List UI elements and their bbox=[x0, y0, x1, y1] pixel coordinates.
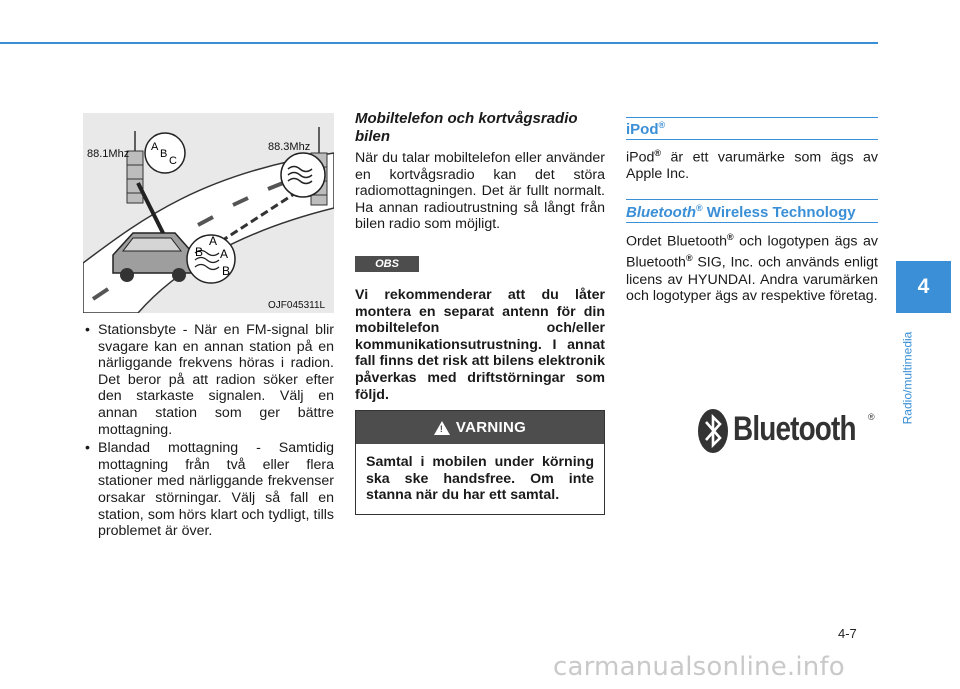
obs-note: Vi rekommenderar att du låter montera en separat antenn för din mobiltelefon och/eller kommunikationsutrustning. I annat fall finns det risk att bilens elektronik påverkas med driftstörningar som följd. bbox=[355, 287, 605, 403]
letter-a: A bbox=[209, 234, 218, 248]
watermark: carmanualsonline.info bbox=[553, 652, 845, 682]
registered-mark: ® bbox=[726, 232, 734, 242]
list-item bbox=[83, 322, 334, 438]
letter-a: A bbox=[220, 247, 229, 261]
chapter-label bbox=[895, 318, 919, 438]
bluetooth-title bbox=[626, 203, 856, 221]
bullet-text: Blandad mottagning - Samtidig mottagning från två eller flera stationer med närliggande frekvenser orsakar störningar. Välj så fall en station, som hörs klart och tydligt, tills problemet är över. bbox=[98, 440, 334, 540]
bluetooth-paragraph bbox=[626, 229, 878, 305]
warning-text: Samtal i mobilen under körning ska ske handsfree. Om inte stanna när du har ett samtal. bbox=[366, 454, 594, 504]
mobile-paragraph: När du talar mobiltelefon eller använder en kortvågsradio kan det störa radiomottagningen. Det är fullt normalt. Ha annan radioutrustning så långt från bilen radio som möjligt. bbox=[355, 150, 605, 233]
freq-left-label: 88.1Mhz bbox=[87, 148, 130, 160]
section-rule bbox=[626, 222, 878, 223]
obs-badge: OBS bbox=[355, 256, 419, 272]
ipod-title-text: iPod bbox=[626, 121, 659, 138]
bluetooth-text-3: SIG, Inc. och används enligt licens av HYUNDAI. Andra varumärken och logotyper ägs av respektive företag. bbox=[626, 255, 878, 305]
chapter-tab: 4 bbox=[896, 261, 951, 313]
registered-mark: ® bbox=[654, 148, 662, 158]
registered-mark: ® bbox=[685, 253, 693, 264]
bullet-text: Stationsbyte - När en FM-signal blir svagare kan en annan station på en närliggande frekvens höras i radion. Det beror på att radion söker efter den starkaste signalen. Välj en annan station som ger bättre mottagning. bbox=[98, 322, 334, 438]
warning-triangle-icon: ! bbox=[434, 421, 450, 435]
list-item bbox=[83, 440, 334, 540]
warning-label: VARNING bbox=[455, 419, 527, 436]
bluetooth-text-2: och logotypen ägs av Bluetooth bbox=[626, 233, 879, 272]
registered-mark: ® bbox=[868, 412, 875, 422]
ipod-text: är ett varumärke som ägs av Apple Inc. bbox=[626, 149, 878, 183]
ipod-title bbox=[626, 120, 665, 138]
letter-b: B bbox=[222, 264, 231, 278]
bluetooth-logo-word: Bluetooth bbox=[733, 410, 856, 448]
page-number: 4-7 bbox=[838, 626, 857, 641]
warning-box bbox=[355, 410, 605, 515]
bluetooth-title-italic: Bluetooth bbox=[626, 204, 696, 221]
figure-code: OJF045311L bbox=[268, 300, 326, 311]
ipod-paragraph bbox=[626, 145, 878, 183]
section-rule bbox=[626, 117, 878, 118]
ipod-word: iPod bbox=[626, 149, 655, 166]
bluetooth-rune-icon bbox=[697, 408, 729, 454]
signal-bubble-car bbox=[187, 234, 235, 283]
letter-b: B bbox=[160, 148, 168, 160]
chapter-label-text: Radio/multimedia bbox=[900, 331, 914, 425]
top-rule bbox=[0, 42, 878, 44]
bluetooth-text-1: Ordet Bluetooth bbox=[626, 233, 727, 250]
freq-right-label: 88.3Mhz bbox=[268, 141, 311, 153]
section-rule bbox=[626, 199, 878, 200]
mobile-heading: Mobiltelefon och kortvågsradio bilen bbox=[355, 110, 578, 145]
reception-bullet-list bbox=[83, 322, 334, 542]
registered-mark: ® bbox=[658, 120, 666, 130]
signal-bubble-left bbox=[145, 133, 185, 173]
signal-bubble-right bbox=[281, 153, 325, 197]
bullet-glyph: • bbox=[85, 440, 90, 457]
radio-reception-illustration bbox=[83, 113, 334, 313]
warning-header bbox=[356, 411, 604, 444]
bullet-glyph: • bbox=[85, 322, 90, 338]
letter-a: A bbox=[151, 141, 159, 153]
illustration-svg bbox=[83, 113, 334, 313]
section-rule bbox=[626, 139, 878, 140]
letter-b: B bbox=[195, 245, 204, 259]
bluetooth-title-rest: Wireless Technology bbox=[702, 204, 856, 221]
bluetooth-logo bbox=[697, 408, 877, 456]
registered-mark: ® bbox=[695, 203, 703, 213]
letter-c: C bbox=[169, 155, 177, 167]
